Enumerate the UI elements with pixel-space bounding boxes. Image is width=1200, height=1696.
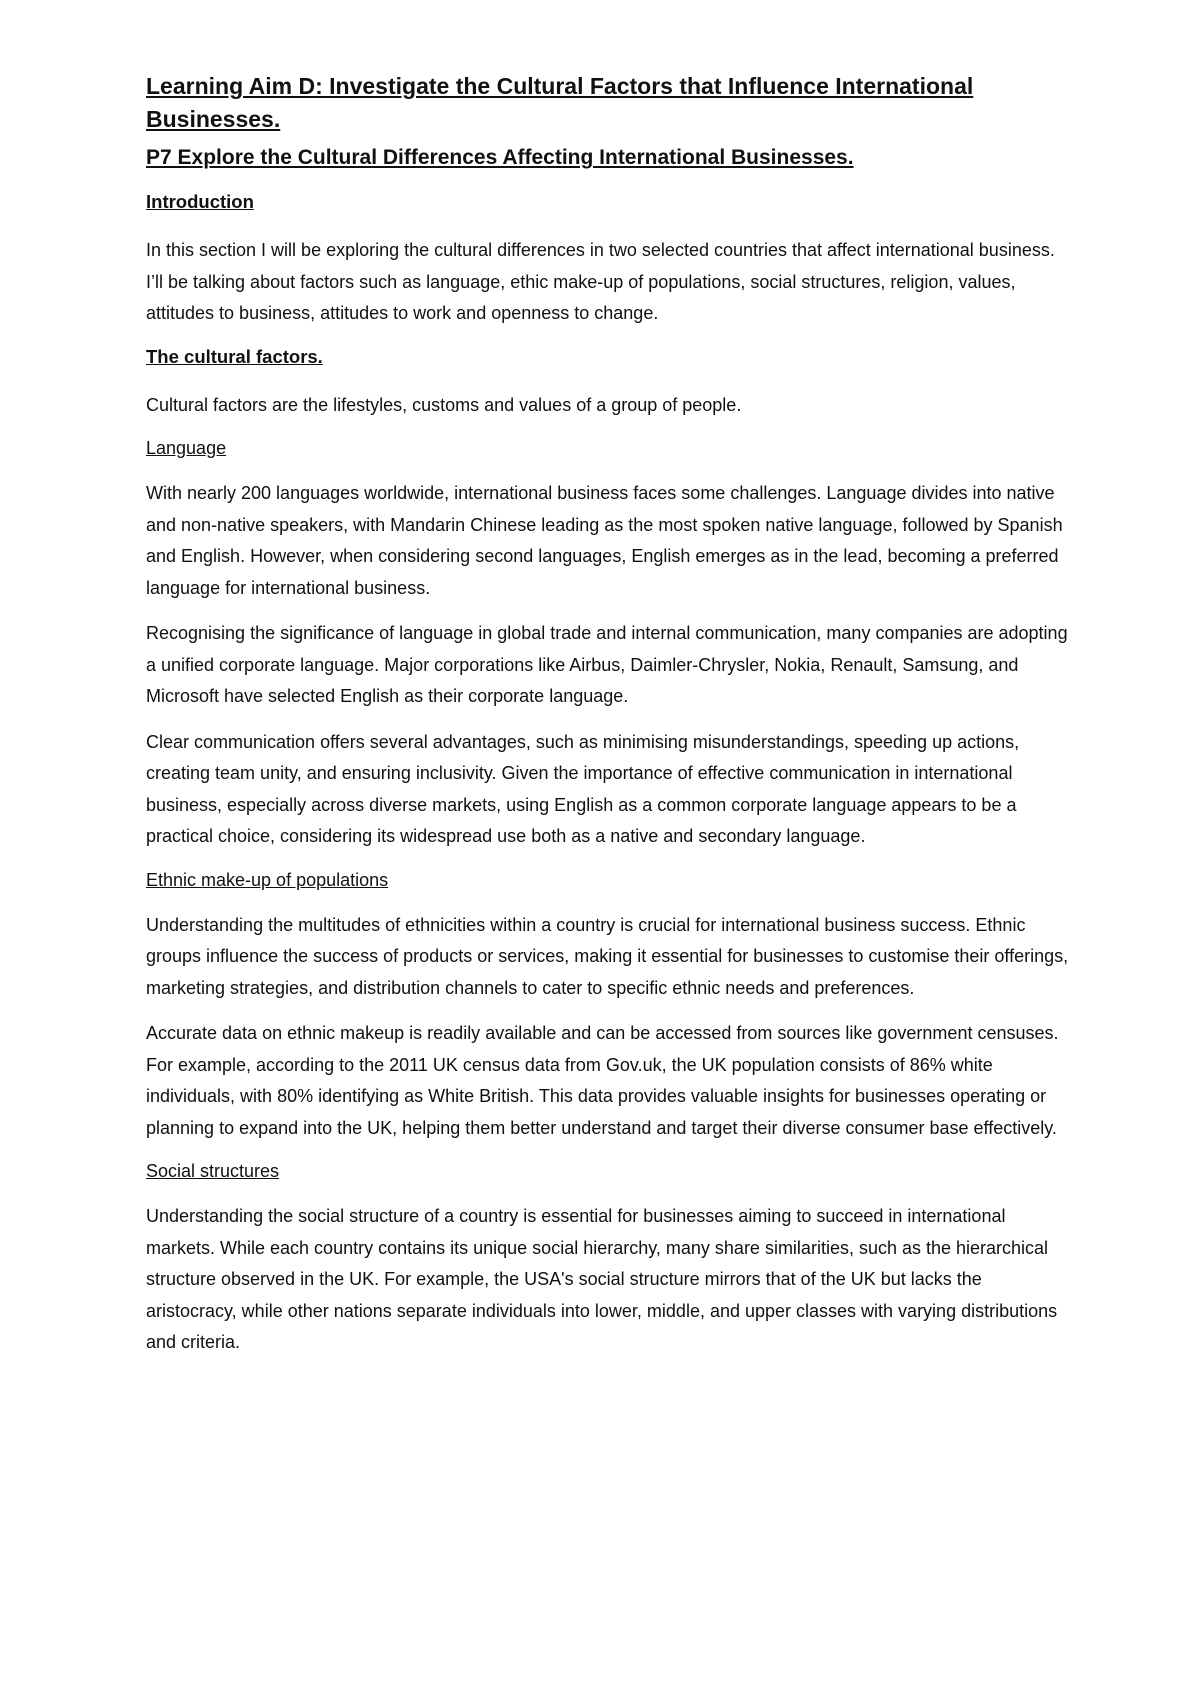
document-page <box>146 70 1076 1373</box>
introduction-heading: Introduction <box>146 191 254 212</box>
ethnic-heading: Ethnic make-up of populations <box>146 869 389 890</box>
social-structures-paragraph: Understanding the social structure of a country is essential for businesses aiming to succeed in international markets. While each country contains its unique social hierarchy, many share similarities, such as the hierarchical structure observed in the UK. For example, the USA's social structure mirrors that of the UK but lacks the aristocracy, while other nations separate individuals into lower, middle, and upper classes with varying distributions and criteria. <box>146 1206 1058 1352</box>
introduction-paragraph: In this section I will be exploring the cultural differences in two selected countries that affect international business. I’ll be talking about factors such as language, ethic make-up of populations, social structures, religion, values, attitudes to business, attitudes to work and openness to change. <box>146 240 1055 323</box>
language-paragraph-1: With nearly 200 languages worldwide, international business faces some challenges. Language divides into native and non-native speakers, with Mandarin Chinese leading as the most spoken native language, followed by Spanish and English. However, when considering second languages, English emerges as in the lead, becoming a preferred language for international business. <box>146 483 1063 598</box>
ethnic-paragraph-1: Understanding the multitudes of ethnicities within a country is crucial for international business success. Ethnic groups influence the success of products or services, making it essential for businesses to customise their offerings, marketing strategies, and distribution channels to cater to specific ethnic needs and preferences. <box>146 914 1069 998</box>
social-structures-heading: Social structures <box>146 1161 280 1181</box>
document-title: Learning Aim D: Investigate the Cultural Factors that Influence International Businesses. <box>146 73 974 132</box>
cultural-factors-heading: The cultural factors. <box>146 345 323 367</box>
ethnic-paragraph-2: Accurate data on ethnic makeup is readily available and can be accessed from sources like government censuses. For example, according to the 2011 UK census data from Gov.uk, the UK population consists of 86% white individuals, with 80% identifying as White British. This data provides valuable insights for businesses operating or planning to expand into the UK, helping them better understand and target their diverse consumer base effectively. <box>146 1023 1059 1138</box>
language-paragraph-3: Clear communication offers several advantages, such as minimising misunderstandings, speeding up actions, creating team unity, and ensuring inclusivity. Given the importance of effective communication in international business, especially across diverse markets, using English as a common corporate language appears to be a practical choice, considering its widespread use both as a native and secondary language. <box>146 731 1020 846</box>
document-subtitle: P7 Explore the Cultural Differences Affecting International Businesses. <box>146 146 854 169</box>
language-paragraph-2: Recognising the significance of language in global trade and internal communication, many companies are adopting a unified corporate language. Major corporations like Airbus, Daimler-Chrysler, Nokia, Renault, Samsung, and Microsoft have selected English as their corporate language. <box>146 623 1068 706</box>
cultural-factors-paragraph: Cultural factors are the lifestyles, customs and values of a group of people. <box>146 394 742 415</box>
language-heading: Language <box>146 438 227 458</box>
